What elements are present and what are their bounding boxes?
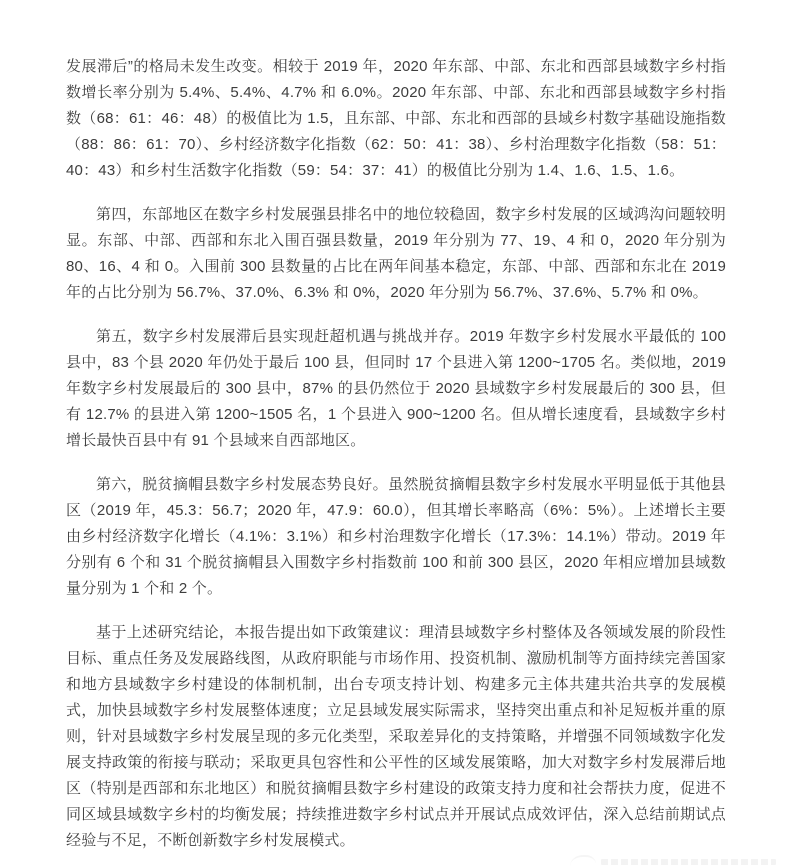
paragraph-point-four-strong-counties: 第四，东部地区在数字乡村发展强县排名中的地位较稳固，数字乡村发展的区域鸿沟问题较明显。东部、中部、西部和东北入围百强县数量，2019 年分别为 77、19、4 和 0，2020 年分别为 80、16、4 和 0。入围前 300 县数量的占比在两年间基本稳定，东部、中部、西部和东北在 2019 年的占比分别为 56.7%、37.0%、6.3% 和 0%，2020 年分别为 56.7%、37.6%、5.7% 和 0%。 <box>66 206 726 301</box>
watermark <box>601 859 776 865</box>
paragraph-policy-recommendations: 基于上述研究结论，本报告提出如下政策建议：理清县域数字乡村整体及各领域发展的阶段性目标、重点任务及发展路线图，从政府职能与市场作用、投资机制、激励机制等方面持续完善国家和地方县域数字乡村建设的体制机制，出台专项支持计划、构建多元主体共建共治共享的发展模式，加快县域数字乡村发展整体速度；立足县域发展实际需求，坚持突出重点和补足短板并重的原则，针对县域数字乡村发展呈现的多元化类型，采取差异化的支持策略，并增强不同领域数字化发展支持政策的衔接与联动；采取更具包容性和公平性的区域发展策略，加大对数字乡村发展滞后地区（特别是西部和东北地区）和脱贫摘帽县数字乡村建设的政策支持力度和社会帮扶力度，促进不同区域县域数字乡村的均衡发展；持续推进数字乡村试点并开展试点成效评估，深入总结前期试点经验与不足，不断创新数字乡村发展模式。 <box>66 624 726 849</box>
paragraph-point-five-lagging-counties: 第五，数字乡村发展滞后县实现赶超机遇与挑战并存。2019 年数字乡村发展水平最低的 100 县中，83 个县 2020 年仍处于最后 100 县，但同时 17 个县进入第 1200~1705 名。类似地，2019 年数字乡村发展最后的 300 县中，87% 的县仍然位于 2020 县域数字乡村发展最后的 300 县，但有 12.7% 的县进入第 1200~1505 名，1 个县进入 900~1200 名。但从增长速度看，县域数字乡村增长最快百县中有 91 个县域来自西部地区。 <box>66 328 726 449</box>
paragraph-continuation-regional-index: 发展滞后”的格局未发生改变。相较于 2019 年，2020 年东部、中部、东北和西部县域数字乡村指数增长率分别为 5.4%、5.4%、4.7% 和 6.0%。2020 年东部、中部、东北和西部县域数字乡村指数（68：61：46：48）的极值比为 1.5，且东部、中部、东北和西部的县域乡村数字基础设施指数（88：86：61：70）、乡村经济数字化指数（62：50：41：38）、乡村治理数字化指数（58：51：40：43）和乡村生活数字化指数（59：54：37：41）的极值比分别为 1.4、1.6、1.5、1.6。 <box>66 58 726 179</box>
watermark-logo-fragment <box>570 855 596 866</box>
paragraph-point-six-poverty-alleviated-counties: 第六，脱贫摘帽县数字乡村发展态势良好。虽然脱贫摘帽县数字乡村发展水平明显低于其他县区（2019 年，45.3：56.7；2020 年，47.9：60.0），但其增长率略高（6%：5%）。上述增长主要由乡村经济数字化增长（4.1%：3.1%）和乡村治理数字化增长（17.3%：14.1%）带动。2019 年分别有 6 个和 31 个脱贫摘帽县入围数字乡村指数前 100 和前 300 县区，2020 年相应增加县域数量分别为 1 个和 2 个。 <box>66 476 726 597</box>
